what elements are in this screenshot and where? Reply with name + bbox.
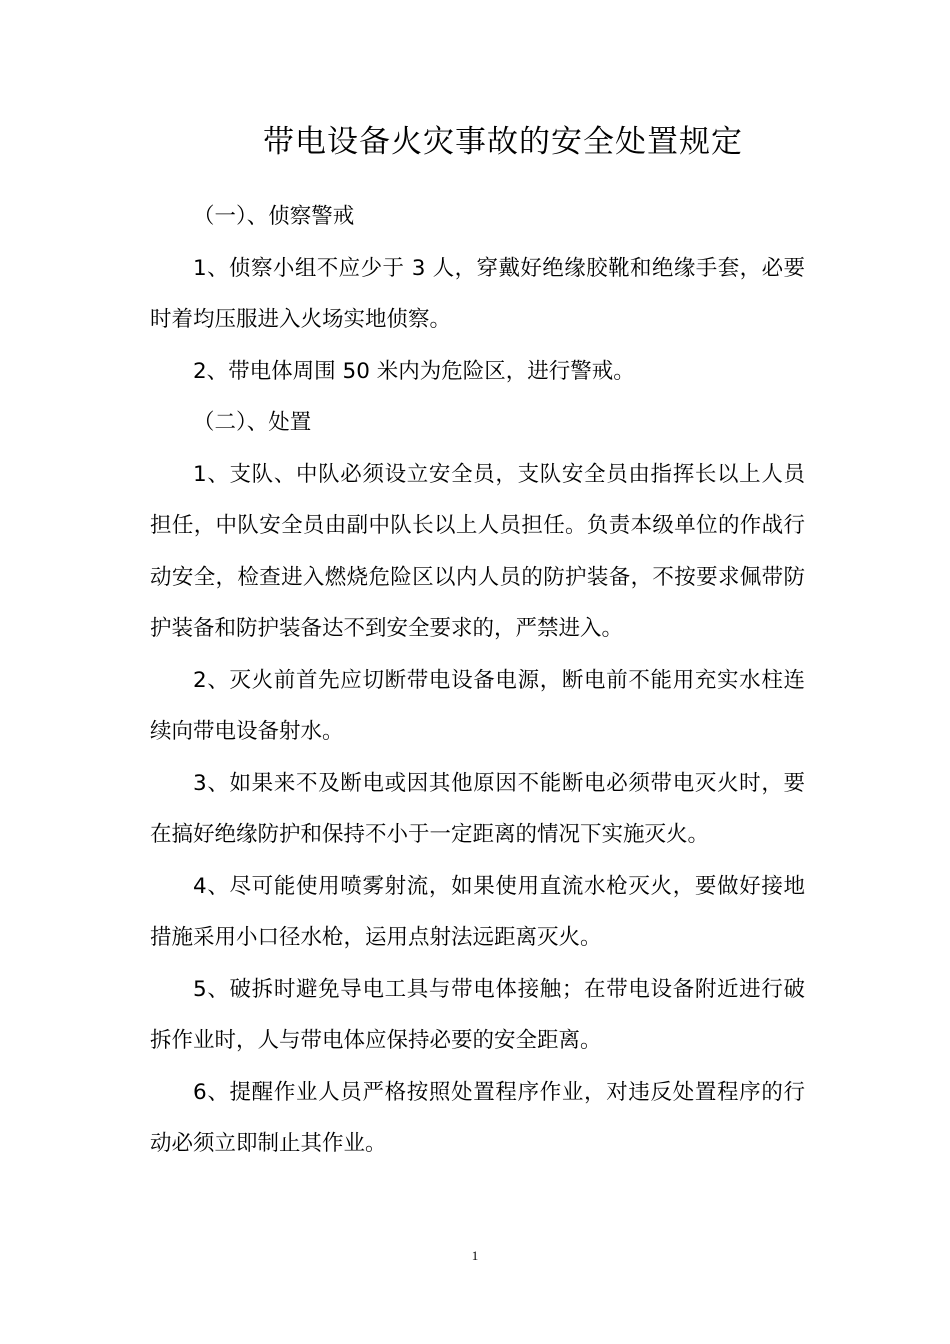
document-title: 带电设备火灾事故的安全处置规定 xyxy=(263,124,743,160)
paragraph-danger-zone: 2、带电体周围 50 米内为危险区，进行警戒。 xyxy=(193,358,635,384)
page-number: 1 xyxy=(471,1248,479,1263)
paragraph-procedure: 6、提醒作业人员严格按照处置程序作业，对违反处置程序的行动必须立即制止其作业。 xyxy=(150,1079,805,1156)
paragraph-safety-officer: 1、支队、中队必须设立安全员，支队安全员由指挥长以上人员担任，中队安全员由副中队长以上人员担任。负责本级单位的作战行动安全，检查进入燃烧危险区以内人员的防护装备，不按要求佩带防护装备和防护装备达不到安全要求的，严禁进入。 xyxy=(150,461,805,641)
section-heading-reconnaissance: （一）、侦察警戒 xyxy=(193,204,355,229)
paragraph-cut-power: 2、灭火前首先应切断带电设备电源，断电前不能用充实水柱连续向带电设备射水。 xyxy=(150,667,805,744)
paragraph-spray-stream: 4、尽可能使用喷雾射流，如果使用直流水枪灭火，要做好接地措施采用小口径水枪，运用点射法远距离灭火。 xyxy=(150,873,805,950)
section-heading-disposal: （二）、处置 xyxy=(193,410,312,435)
document-body xyxy=(150,191,805,1170)
paragraph-demolition: 5、破拆时避免导电工具与带电体接触；在带电设备附近进行破拆作业时，人与带电体应保持必要的安全距离。 xyxy=(150,976,805,1053)
paragraph-live-firefighting: 3、如果来不及断电或因其他原因不能断电必须带电灭火时，要在搞好绝缘防护和保持不小于一定距离的情况下实施灭火。 xyxy=(150,770,805,847)
paragraph-recon-team: 1、侦察小组不应少于 3 人，穿戴好绝缘胶靴和绝缘手套，必要时着均压服进入火场实地侦察。 xyxy=(150,255,805,332)
